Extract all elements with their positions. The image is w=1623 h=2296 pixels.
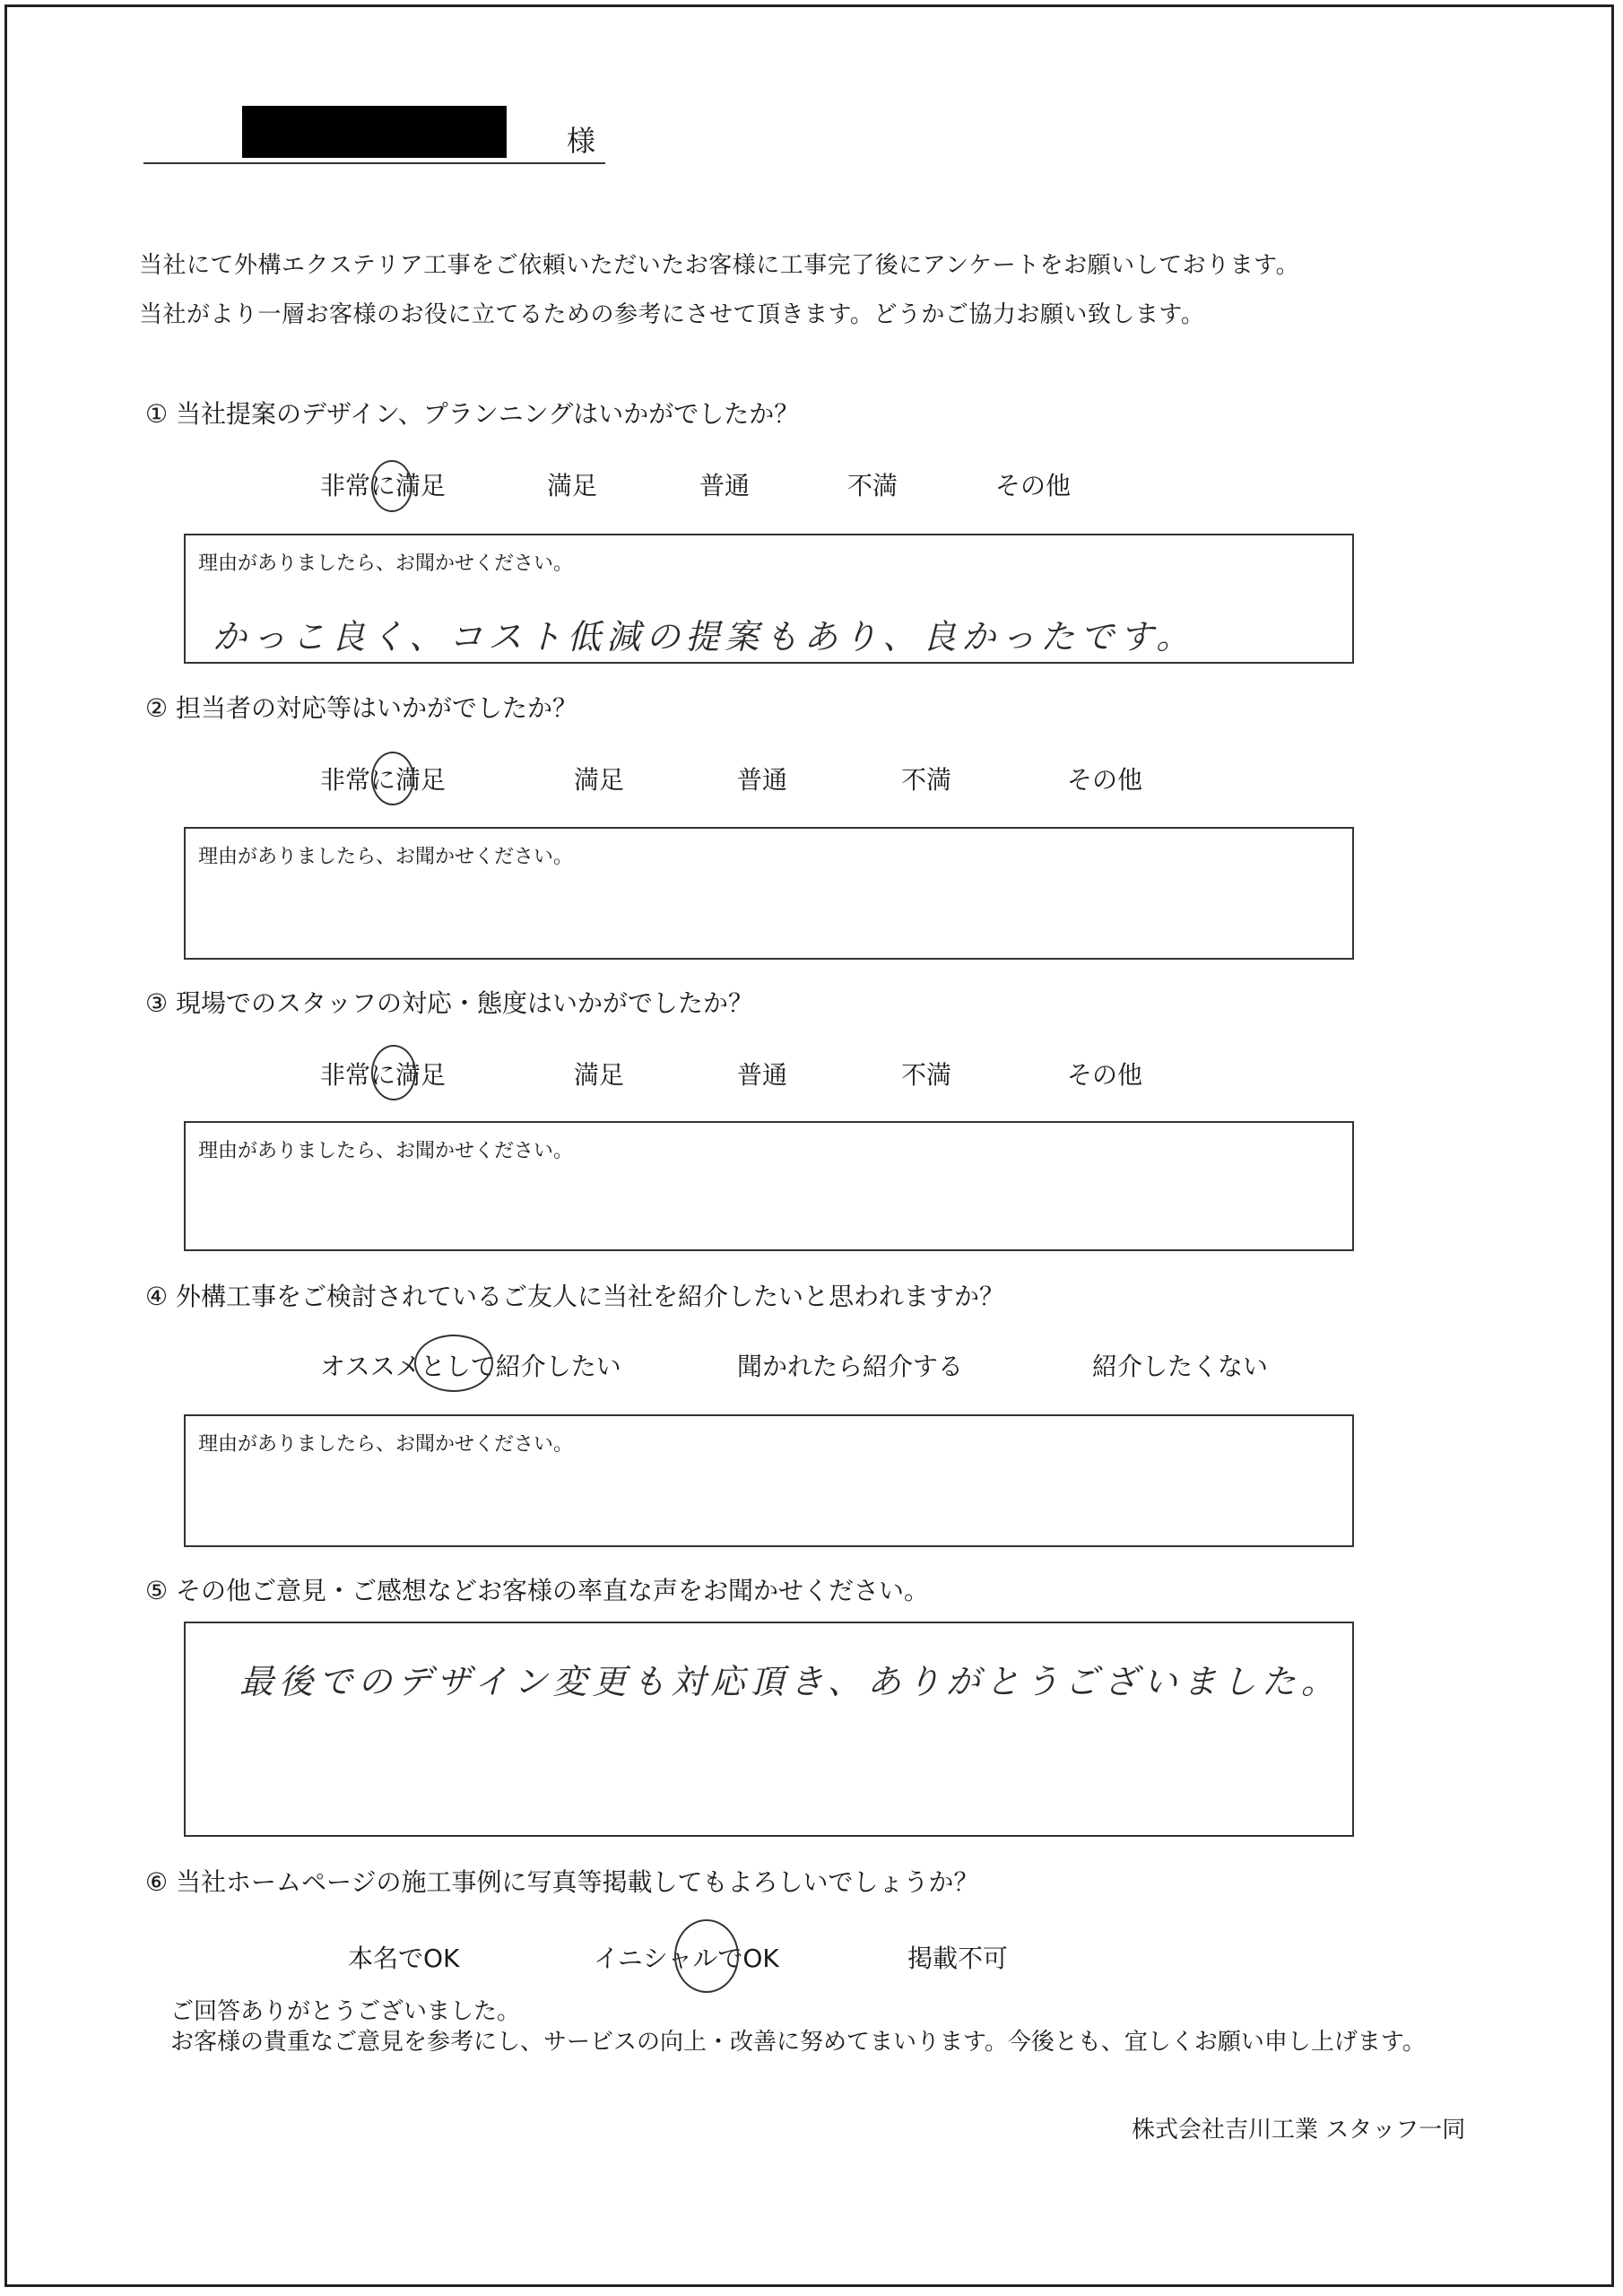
company-signature: 株式会社吉川工業 スタッフ一同 (1132, 2117, 1466, 2144)
q1-handwritten-answer: かっこ良く、コスト低減の提案もあり、良かったです。 (213, 617, 1196, 657)
redacted-customer-name (242, 106, 507, 158)
q4-option-not-recommend[interactable]: 紹介したくない (1092, 1352, 1269, 1381)
q2-reason-box[interactable] (184, 827, 1354, 960)
q1-option-satisfied[interactable]: 満足 (547, 471, 598, 500)
q2-option-dissatisfied[interactable]: 不満 (901, 765, 952, 795)
honorific: 様 (567, 124, 596, 158)
q1-reason-label: 理由がありましたら、お聞かせください。 (198, 552, 574, 575)
q2-option-very-satisfied[interactable]: 非常に満足 (320, 765, 447, 795)
q3-answer-circle (371, 1045, 416, 1100)
question-6: ⑥ 当社ホームページの施工事例に写真等掲載してもよろしいでしょうか？ (145, 1867, 979, 1897)
q3-option-very-satisfied[interactable]: 非常に満足 (320, 1060, 447, 1090)
question-4: ④ 外構工事をご検討されているご友人に当社を紹介したいと思われますか？ (145, 1282, 1005, 1311)
q3-option-satisfied[interactable]: 満足 (574, 1060, 625, 1090)
q3-option-other[interactable]: その他 (1067, 1060, 1143, 1090)
q4-option-recommend[interactable]: オススメとして紹介したい (320, 1352, 621, 1381)
question-2: ② 担当者の対応等はいかがでしたか？ (145, 693, 578, 723)
name-underline (143, 162, 605, 164)
question-1: ① 当社提案のデザイン、プランニングはいかがでしたか？ (145, 399, 800, 429)
q1-option-normal[interactable]: 普通 (699, 471, 751, 500)
intro-line-1: 当社にて外構エクステリア工事をご依頼いただいたお客様に工事完了後にアンケートをお願いしております。 (139, 252, 1300, 279)
intro-line-2: 当社がより一層お客様のお役に立てるための参考にさせて頂きます。どうかご協力お願い致します。 (139, 301, 1205, 328)
q6-option-no-publish[interactable]: 掲載不可 (907, 1944, 1009, 1973)
q1-option-very-satisfied[interactable]: 非常に満足 (320, 471, 447, 500)
q4-reason-label: 理由がありましたら、お聞かせください。 (198, 1433, 574, 1456)
q5-handwritten-answer: 最後でのデザイン変更も対応頂き、ありがとうございました。 (239, 1662, 1341, 1701)
question-5: ⑤ その他ご意見・ご感想などお客様の率直な声をお聞かせください。 (145, 1576, 930, 1605)
q2-option-other[interactable]: その他 (1067, 765, 1143, 795)
q2-answer-circle (371, 752, 414, 805)
q3-option-dissatisfied[interactable]: 不満 (901, 1060, 952, 1090)
q4-reason-box[interactable] (184, 1414, 1354, 1547)
q1-reason-box[interactable] (184, 534, 1354, 664)
q2-reason-label: 理由がありましたら、お聞かせください。 (198, 846, 574, 868)
q6-option-real-name[interactable]: 本名でOK (348, 1944, 460, 1973)
q2-option-normal[interactable]: 普通 (737, 765, 788, 795)
q6-option-initials[interactable]: イニシャルでOK (594, 1944, 779, 1973)
q1-option-other[interactable]: その他 (995, 471, 1072, 500)
question-3: ③ 現場でのスタッフの対応・態度はいかがでしたか？ (145, 988, 754, 1018)
q3-reason-label: 理由がありましたら、お聞かせください。 (198, 1140, 574, 1162)
q3-option-normal[interactable]: 普通 (737, 1060, 788, 1090)
q5-comment-box[interactable] (184, 1622, 1354, 1837)
q6-answer-circle (674, 1919, 739, 1993)
q1-option-dissatisfied[interactable]: 不満 (847, 471, 898, 500)
outro-message: お客様の貴重なご意見を参考にし、サービスの向上・改善に努めてまいります。今後とも、宜しくお願い申し上げます。 (170, 2029, 1426, 2056)
q3-reason-box[interactable] (184, 1121, 1354, 1251)
q2-option-satisfied[interactable]: 満足 (574, 765, 625, 795)
q4-answer-circle (414, 1335, 493, 1392)
q4-option-if-asked[interactable]: 聞かれたら紹介する (737, 1352, 964, 1381)
outro-thanks: ご回答ありがとうございました。 (170, 1998, 521, 2025)
q1-answer-circle (371, 460, 412, 512)
